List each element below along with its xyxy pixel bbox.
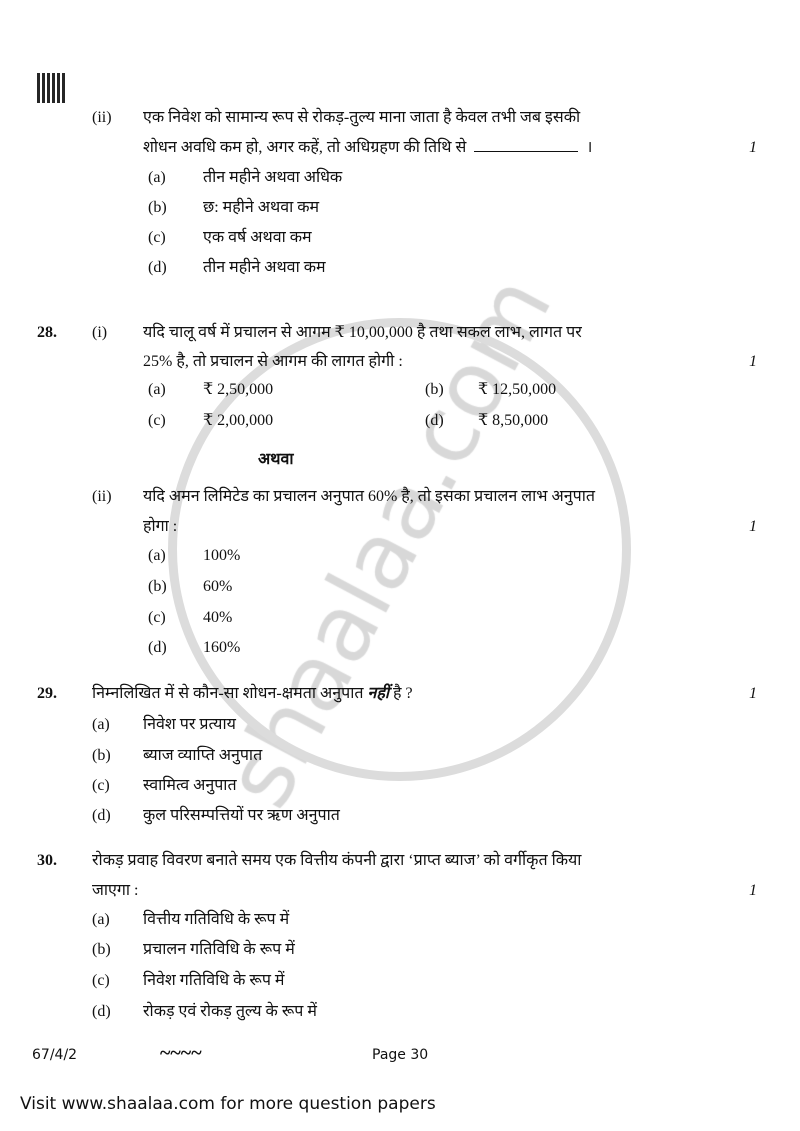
option-text: 100% xyxy=(203,547,241,564)
option-label: (d) xyxy=(92,1003,111,1020)
option-text: निवेश पर प्रत्याय xyxy=(143,716,236,733)
option-label: (c) xyxy=(148,609,166,626)
option-text: ₹ 2,00,000 xyxy=(203,412,274,429)
question-text: एक निवेश को सामान्य रूप से रोकड़-तुल्य माना जाता है केवल तभी जब इसकी xyxy=(143,109,581,126)
paper-code: 67/4/2 xyxy=(32,1047,78,1063)
question-text: रोकड़ प्रवाह विवरण बनाते समय एक वित्तीय कंपनी द्वारा ‘प्राप्त ब्याज’ को वर्गीकृत किया xyxy=(92,852,582,869)
option-text: निवेश गतिविधि के रूप में xyxy=(143,972,285,989)
option-text: तीन महीने अथवा कम xyxy=(203,259,326,276)
option-label: (b) xyxy=(92,747,111,764)
question-text: यदि चालू वर्ष में प्रचालन से आगम ₹ 10,00,000 है तथा सकल लाभ, लागत पर xyxy=(143,324,582,341)
option-label: (b) xyxy=(148,199,167,216)
marks: 1 xyxy=(749,882,757,899)
option-label: (a) xyxy=(148,547,166,564)
option-label: (c) xyxy=(148,412,166,429)
tilde-mark: ~~~~ xyxy=(160,1042,202,1064)
purna-viram: । xyxy=(586,139,593,156)
option-label: (b) xyxy=(148,578,167,595)
option-text: ₹ 12,50,000 xyxy=(478,381,557,398)
question-number: 28. xyxy=(37,324,57,341)
question-text: जाएगा : xyxy=(92,882,139,899)
sub-label: (ii) xyxy=(92,488,112,505)
option-text: ₹ 2,50,000 xyxy=(203,381,274,398)
option-label: (a) xyxy=(148,169,166,186)
page-number: Page 30 xyxy=(372,1047,429,1063)
option-label: (b) xyxy=(425,381,444,398)
marks: 1 xyxy=(749,353,757,370)
option-label: (c) xyxy=(92,777,110,794)
option-label: (c) xyxy=(148,229,166,246)
option-text: तीन महीने अथवा अधिक xyxy=(203,169,343,186)
question-text-line: शोधन अवधि कम हो, अगर कहें, तो अधिग्रहण की तिथि से xyxy=(143,139,467,156)
sub-label: (i) xyxy=(92,324,108,341)
option-label: (a) xyxy=(92,911,110,928)
option-text: एक वर्ष अथवा कम xyxy=(203,229,312,246)
option-text: 40% xyxy=(203,609,233,626)
option-label: (a) xyxy=(148,381,166,398)
marks: 1 xyxy=(749,518,757,535)
question-text: होगा : xyxy=(143,518,178,535)
option-label: (d) xyxy=(425,412,444,429)
option-text: ब्याज व्याप्ति अनुपात xyxy=(143,747,263,764)
answer-blank xyxy=(474,151,578,152)
option-text: ₹ 8,50,000 xyxy=(478,412,549,429)
marks: 1 xyxy=(749,685,757,702)
question-text: 25% है, तो प्रचालन से आगम की लागत होगी : xyxy=(143,353,403,370)
option-text: 60% xyxy=(203,578,233,595)
option-label: (d) xyxy=(148,259,167,276)
option-text: 160% xyxy=(203,639,241,656)
question-number: 30. xyxy=(37,852,57,869)
option-text: प्रचालन गतिविधि के रूप में xyxy=(143,941,295,958)
option-text: छ: महीने अथवा कम xyxy=(203,199,320,216)
qr-code-icon xyxy=(37,73,67,103)
option-text: वित्तीय गतिविधि के रूप में xyxy=(143,911,290,928)
option-text: कुल परिसम्पत्तियों पर ऋण अनुपात xyxy=(143,807,340,824)
question-text: यदि अमन लिमिटेड का प्रचालन अनुपात 60% है, तो इसका प्रचालन लाभ अनुपात xyxy=(143,488,595,505)
option-text: स्वामित्व अनुपात xyxy=(143,777,237,794)
option-label: (a) xyxy=(92,716,110,733)
question-number: 29. xyxy=(37,685,57,702)
or-divider: अथवा xyxy=(258,451,294,468)
option-label: (d) xyxy=(92,807,111,824)
question-text xyxy=(92,683,413,705)
question-text xyxy=(143,137,592,159)
option-text: रोकड़ एवं रोकड़ तुल्य के रूप में xyxy=(143,1003,317,1020)
emphasis-not: नहीं xyxy=(367,685,389,702)
sub-label: (ii) xyxy=(92,109,112,126)
option-label: (d) xyxy=(148,639,167,656)
marks: 1 xyxy=(749,139,757,156)
question-text-part: है ? xyxy=(393,685,413,702)
visit-link[interactable]: Visit www.shaalaa.com for more question papers xyxy=(20,1094,436,1114)
question-text-part: निम्नलिखित में से कौन-सा शोधन-क्षमता अनुपात xyxy=(92,685,364,702)
option-label: (b) xyxy=(92,941,111,958)
option-label: (c) xyxy=(92,972,110,989)
